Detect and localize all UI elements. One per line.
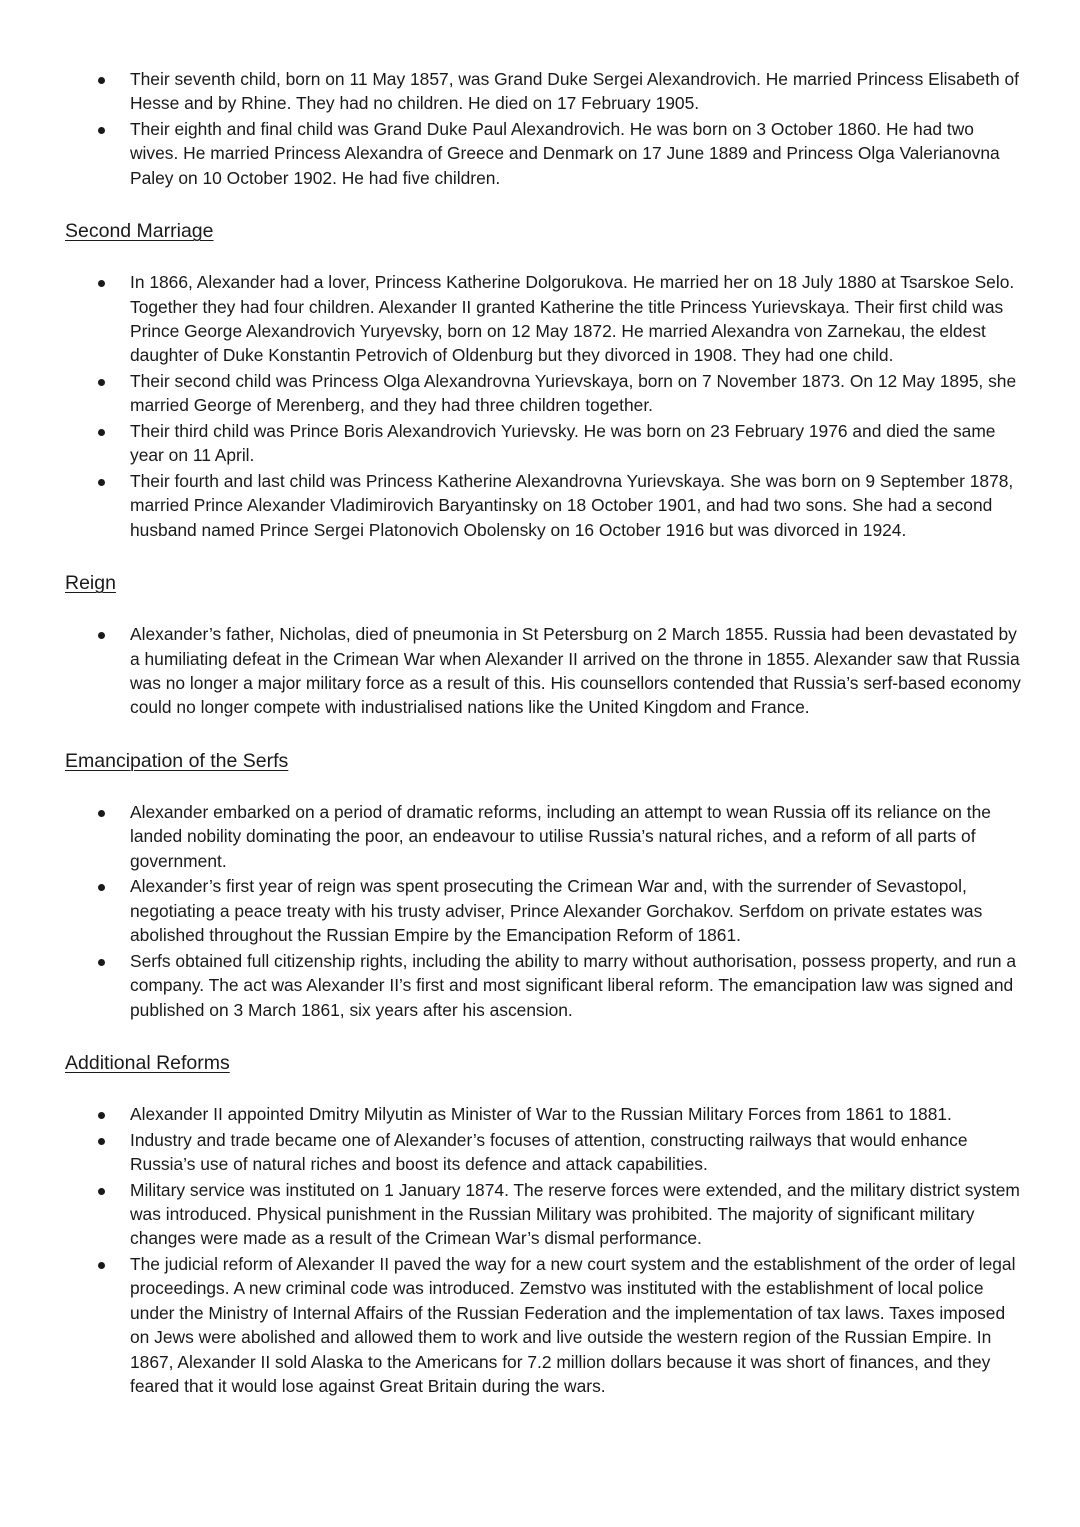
bullet-icon [98, 429, 105, 436]
list-item [65, 1178, 1025, 1251]
list-item-text: Their eighth and final child was Grand Duke Paul Alexandrovich. He was born on 3 October 1860. He had two wives. He married Princess Alexandra of Greece and Denmark on 17 June 1889 and Princess Olga Valerianovna Paley on 10 October 1902. He had five children. [130, 119, 1000, 188]
list-item [65, 67, 1025, 116]
list-item [65, 270, 1025, 368]
section-heading-second-marriage: Second Marriage [65, 220, 214, 243]
list-item-text: Their seventh child, born on 11 May 1857, was Grand Duke Sergei Alexandrovich. He married Princess Elisabeth of Hesse and by Rhine. They had no children. He died on 17 February 1905. [130, 69, 1019, 114]
section-heading-reign: Reign [65, 572, 116, 595]
list-item-text: Alexander’s father, Nicholas, died of pneumonia in St Petersburg on 2 March 1855. Russia had been devastated by a humiliating defeat in the Crimean War when Alexander II arrived on the throne in 1855. Alexander saw that Russia was no longer a major military force as a result of this. His counsellors contended that Russia’s serf-based economy could no longer compete with industrialised nations like the United Kingdom and France. [130, 624, 1021, 718]
bullet-icon [98, 1138, 105, 1145]
bullet-icon [98, 1112, 105, 1119]
list-item-text: The judicial reform of Alexander II paved the way for a new court system and the establishment of the order of legal proceedings. A new criminal code was introduced. Zemstvo was instituted with the establishment of local police under the Ministry of Internal Affairs of the Russian Federation and the implementation of tax laws. Taxes imposed on Jews were abolished and allowed them to work and live outside the western region of the Russian Empire. In 1867, Alexander II sold Alaska to the Americans for 7.2 million dollars because it was short of finances, and they feared that it would lose against Great Britain during the wars. [130, 1253, 1016, 1396]
list-item-text: Alexander II appointed Dmitry Milyutin as Minister of War to the Russian Military Forces from 1861 to 1881. [130, 1103, 952, 1124]
list-item [65, 419, 1025, 468]
bullet-icon [98, 959, 105, 966]
list-item [65, 1252, 1025, 1398]
list-item-text: Military service was instituted on 1 January 1874. The reserve forces were extended, and the military district system was introduced. Physical punishment in the Russian Military was prohibited. The majority of significant military changes were made as a result of the Crimean War’s dismal performance. [130, 1179, 1020, 1249]
list-item-text: In 1866, Alexander had a lover, Princess Katherine Dolgorukova. He married her on 18 July 1880 at Tsarskoe Selo. Together they had four children. Alexander II granted Katherine the title Princess Yurievskaya. Their first child was Prince George Alexandrovich Yuryevsky, born on 12 May 1872. He married Alexandra von Zarnekau, the eldest daughter of Duke Konstantin Petrovich of Oldenburg but they divorced in 1908. They had one child. [130, 272, 1015, 366]
reign-bullet-list [65, 622, 1025, 720]
section-heading-emancipation: Emancipation of the Serfs [65, 749, 289, 772]
list-item [65, 117, 1025, 190]
list-item-text: Their second child was Princess Olga Alexandrovna Yurievskaya, born on 7 November 1873. On 12 May 1895, she married George of Merenberg, and they had three children together. [130, 371, 1017, 416]
bullet-icon [98, 280, 105, 287]
list-item-text: Alexander embarked on a period of dramatic reforms, including an attempt to wean Russia off its reliance on the landed nobility dominating the poor, an endeavour to utilise Russia’s natural riches, and a reform of all parts of government. [130, 801, 991, 871]
list-item-text: Industry and trade became one of Alexander’s focuses of attention, constructing railways that would enhance Russia’s use of natural riches and boost its defence and attack capabilities. [130, 1129, 968, 1174]
list-item [65, 1128, 1025, 1177]
bullet-icon [98, 77, 105, 84]
second-marriage-bullet-list [65, 270, 1025, 542]
list-item [65, 800, 1025, 873]
additional-reforms-bullet-list [65, 1102, 1025, 1398]
list-item [65, 622, 1025, 720]
list-item [65, 949, 1025, 1022]
list-item-text: Their third child was Prince Boris Alexandrovich Yurievsky. He was born on 23 February 1976 and died the same year on 11 April. [130, 421, 996, 466]
list-item [65, 874, 1025, 947]
bullet-icon [98, 379, 105, 386]
list-item [65, 369, 1025, 418]
list-item [65, 469, 1025, 542]
list-item-text: Alexander’s first year of reign was spent prosecuting the Crimean War and, with the surrender of Sevastopol, negotiating a peace treaty with his trusty adviser, Prince Alexander Gorchakov. Serfdom on private estates was abolished throughout the Russian Empire by the Emancipation Reform of 1861. [130, 876, 983, 946]
bullet-icon [98, 884, 105, 891]
emancipation-bullet-list [65, 800, 1025, 1022]
list-item-text: Their fourth and last child was Princess Katherine Alexandrovna Yurievskaya. She was born on 9 September 1878, married Prince Alexander Vladimirovich Baryantinsky on 18 October 1901, and had two sons. She had a second husband named Prince Sergei Platonovich Obolensky on 16 October 1916 but was divorced in 1924. [130, 471, 1014, 540]
list-item [65, 1102, 1025, 1126]
bullet-icon [98, 127, 105, 134]
bullet-icon [98, 1262, 105, 1269]
bullet-icon [98, 810, 105, 817]
bullet-icon [98, 632, 105, 639]
intro-bullet-list [65, 67, 1025, 190]
document-content [65, 67, 1025, 1400]
bullet-icon [98, 1188, 105, 1195]
list-item-text: Serfs obtained full citizenship rights, including the ability to marry without authorisation, possess property, and run a company. The act was Alexander II’s first and most significant liberal reform. The emancipation law was signed and published on 3 March 1861, six years after his ascension. [130, 950, 1017, 1020]
section-heading-additional-reforms: Additional Reforms [65, 1051, 230, 1074]
bullet-icon [98, 479, 105, 486]
